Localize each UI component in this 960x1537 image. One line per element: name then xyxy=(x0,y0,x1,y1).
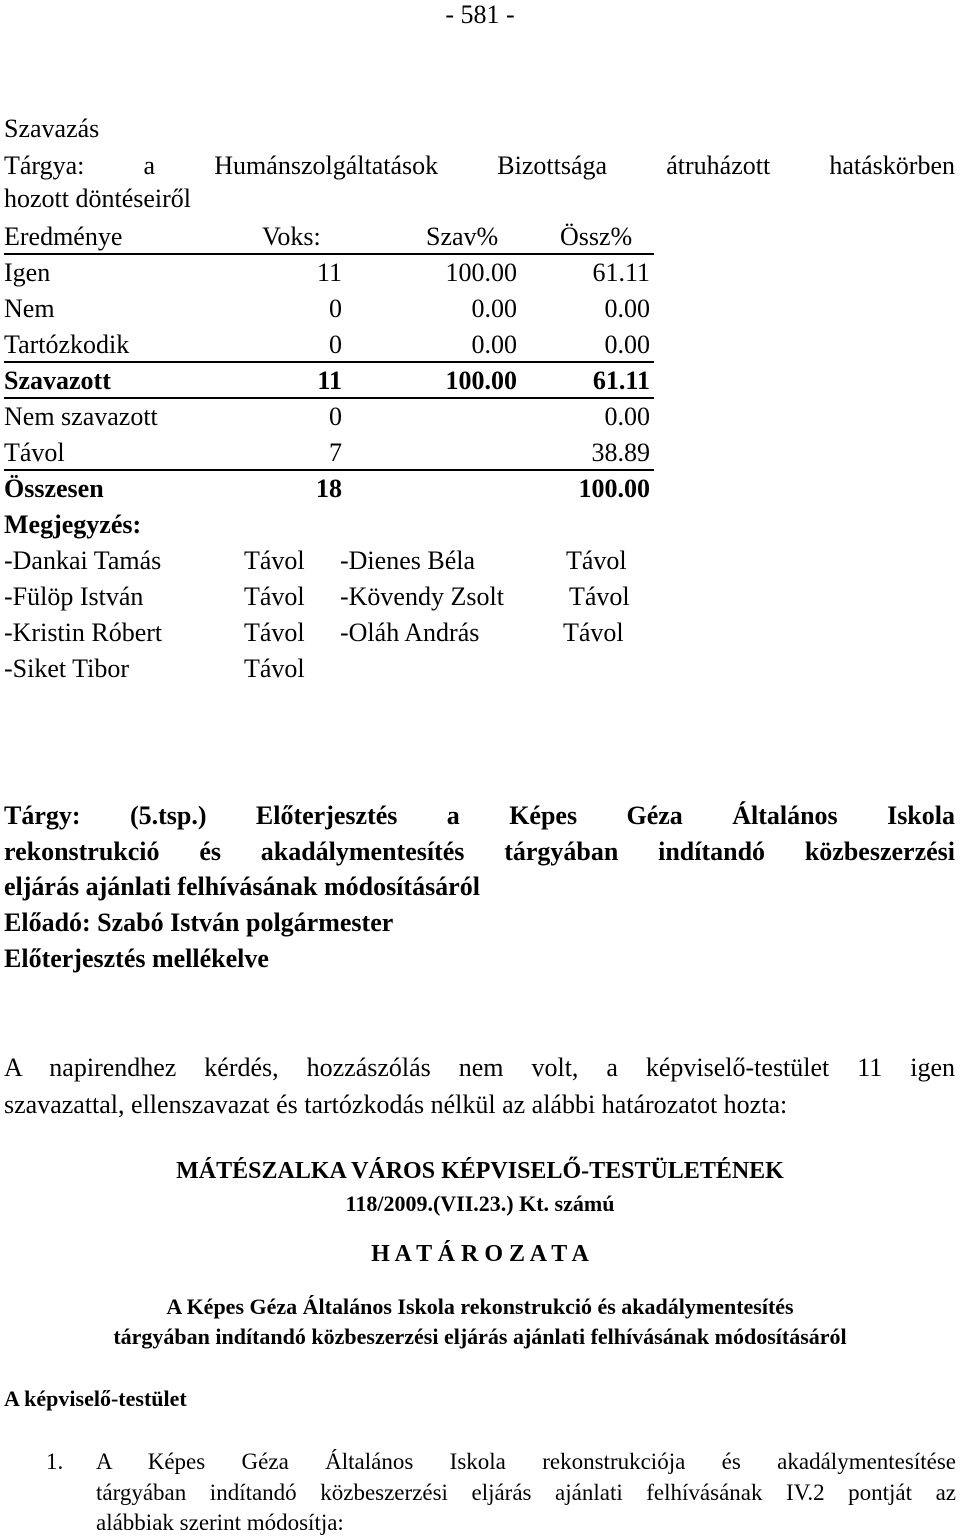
row-votes: 11 xyxy=(317,366,342,395)
page-number: - 581 - xyxy=(445,0,515,29)
column-header-total-percent: Össz% xyxy=(560,222,633,251)
resolution-subject: A képviselő-testület xyxy=(4,1386,187,1411)
item-number: 1. xyxy=(46,1449,64,1474)
row-total-percent: 0.00 xyxy=(604,294,650,323)
row-label: Nem xyxy=(4,294,55,323)
row-votes: 0 xyxy=(329,294,342,323)
row-votes: 7 xyxy=(329,438,342,467)
column-header-result: Eredménye xyxy=(4,222,123,251)
absentee-status: Távol xyxy=(244,654,305,683)
row-total-percent: 100.00 xyxy=(578,474,650,503)
resolution-word: H A T Á R O Z A T A xyxy=(371,1241,589,1267)
resolution-title-line1: A Képes Géza Általános Iskola rekonstrukció és akadálymentesítés xyxy=(166,1294,794,1319)
table-row xyxy=(4,474,654,508)
row-votes: 11 xyxy=(316,258,342,287)
item-line1: A Képes Géza Általános Iskola rekonstrukciója és akadálymentesítése xyxy=(96,1449,956,1474)
table-row xyxy=(4,402,654,436)
row-total-percent: 61.11 xyxy=(592,258,650,287)
row-vote-percent: 100.00 xyxy=(445,366,517,395)
row-vote-percent: 0.00 xyxy=(471,330,517,359)
table-row xyxy=(4,438,654,472)
row-rule xyxy=(4,397,654,399)
absentee-name: -Oláh András xyxy=(340,618,480,647)
row-label: Összesen xyxy=(4,474,104,503)
row-votes: 18 xyxy=(316,474,342,503)
absentee-status: Távol xyxy=(244,618,305,647)
vote-subject-line1: Tárgya: a Humánszolgáltatások Bizottsága átruházott hatáskörben xyxy=(4,151,955,180)
absentee-status: Távol xyxy=(569,582,630,611)
item-line2: tárgyában indítandó közbeszerzési eljárás ajánlati felhívásának IV.2 pontját az xyxy=(96,1480,956,1505)
row-vote-percent: 100.00 xyxy=(445,258,517,287)
agenda-attachment: Előterjesztés mellékelve xyxy=(4,944,269,973)
row-votes: 0 xyxy=(329,330,342,359)
vote-table-header xyxy=(4,222,654,256)
agenda-line1: Tárgy: (5.tsp.) Előterjesztés a Képes Géza Általános Iskola xyxy=(4,801,955,830)
absentee-status: Távol xyxy=(566,546,627,575)
table-row xyxy=(4,330,654,364)
subtotal-rule xyxy=(4,361,654,363)
row-label: Tartózkodik xyxy=(4,330,130,359)
row-label: Szavazott xyxy=(4,366,111,395)
absentee-name: -Kövendy Zsolt xyxy=(340,582,504,611)
intro-line1: A napirendhez kérdés, hozzászólás nem volt, a képviselő-testület 11 igen xyxy=(4,1053,955,1082)
resolution-body-name: MÁTÉSZALKA VÁROS KÉPVISELŐ-TESTÜLETÉNEK xyxy=(176,1158,784,1184)
row-total-percent: 38.89 xyxy=(591,438,650,467)
column-header-vote-percent: Szav% xyxy=(426,222,499,251)
resolution-number: 118/2009.(VII.23.) Kt. számú xyxy=(345,1191,615,1216)
row-label: Távol xyxy=(4,438,65,467)
agenda-line3: eljárás ajánlati felhívásának módosításáról xyxy=(4,872,480,901)
table-row xyxy=(4,366,654,400)
column-header-votes: Voks: xyxy=(262,222,321,251)
intro-line2: szavazattal, ellenszavazat és tartózkodás nélkül az alábbi határozatot hozta: xyxy=(4,1090,788,1119)
vote-heading: Szavazás xyxy=(4,114,100,143)
vote-subject-line2: hozott döntéseiről xyxy=(4,184,192,213)
resolution-title-line2: tárgyában indítandó közbeszerzési eljárás ajánlati felhívásának módosításáról xyxy=(113,1324,847,1349)
row-label: Nem szavazott xyxy=(4,402,158,431)
table-row xyxy=(4,258,654,292)
absentee-name: -Siket Tibor xyxy=(4,654,129,683)
absentee-name: -Fülöp István xyxy=(4,582,144,611)
row-vote-percent: 0.00 xyxy=(471,294,517,323)
item-line3: alábbiak szerint módosítja: xyxy=(96,1510,344,1535)
row-votes: 0 xyxy=(329,402,342,431)
absentee-name: -Kristin Róbert xyxy=(4,618,163,647)
table-row xyxy=(4,294,654,328)
agenda-line2: rekonstrukció és akadálymentesítés tárgyában indítandó közbeszerzési xyxy=(4,837,955,866)
total-rule xyxy=(4,469,654,471)
absentee-status: Távol xyxy=(563,618,624,647)
row-total-percent: 0.00 xyxy=(604,402,650,431)
header-rule xyxy=(4,253,654,255)
absentee-name: -Dienes Béla xyxy=(340,546,476,575)
row-label: Igen xyxy=(4,258,51,287)
row-total-percent: 0.00 xyxy=(604,330,650,359)
row-total-percent: 61.11 xyxy=(592,366,650,395)
absentee-status: Távol xyxy=(244,582,305,611)
agenda-presenter: Előadó: Szabó István polgármester xyxy=(4,908,394,937)
note-label: Megjegyzés: xyxy=(4,510,142,539)
absentee-status: Távol xyxy=(244,546,305,575)
absentee-name: -Dankai Tamás xyxy=(4,546,162,575)
